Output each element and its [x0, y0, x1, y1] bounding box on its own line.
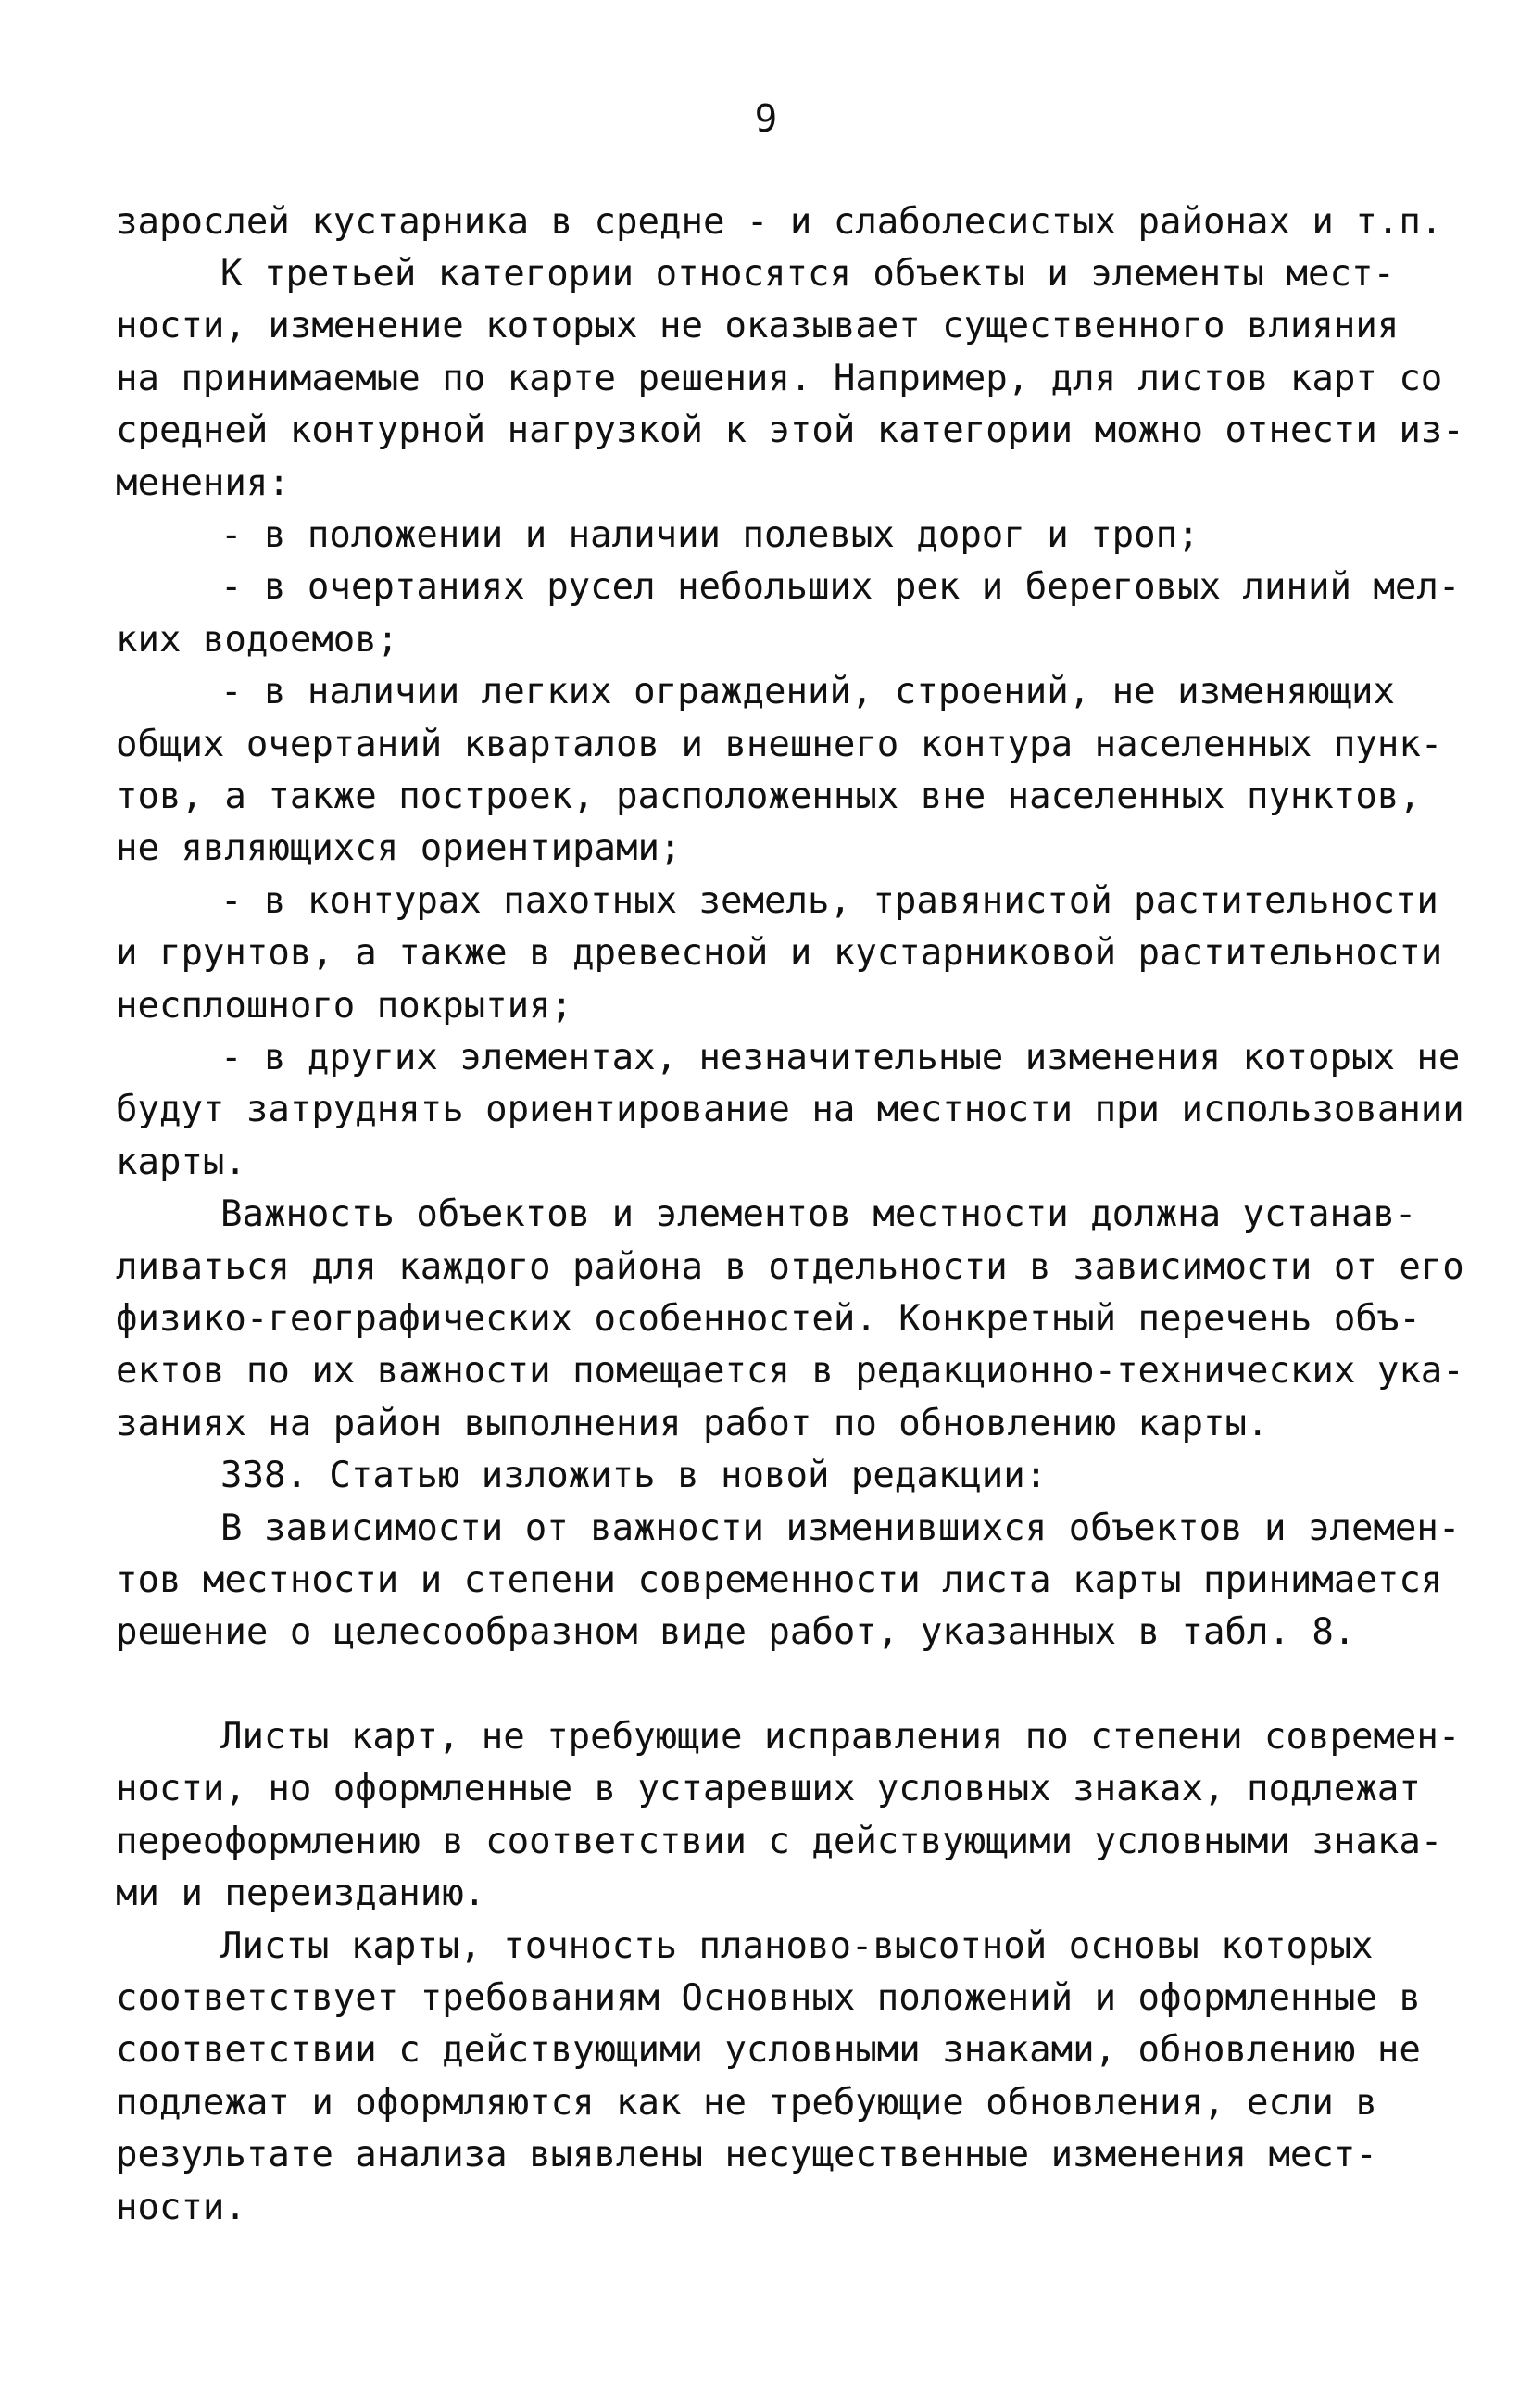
text-line: ливаться для каждого района в отдельности в зависимости от его — [116, 1246, 1464, 1288]
text-line: несплошного покрытия; — [116, 985, 573, 1027]
page-number: 9 — [754, 96, 778, 141]
text-line: общих очертаний кварталов и внешнего контура населенных пунк- — [116, 724, 1443, 765]
text-line: - в очертаниях русел небольших рек и береговых линий мел- — [220, 566, 1461, 608]
text-line: - в контурах пахотных земель, травянистой растительности — [220, 880, 1438, 922]
text-line: результате анализа выявлены несущественные изменения мест- — [116, 2134, 1377, 2175]
text-line: на принимаемые по карте решения. Например, для листов карт со — [116, 358, 1443, 399]
text-line: переоформлению в соответствии с действующими условными знака- — [116, 1821, 1443, 1862]
text-line: подлежат и оформляются как не требующие обновления, если в — [116, 2082, 1377, 2124]
text-line: решение о целесообразном виде работ, указанных в табл. 8. — [116, 1611, 1356, 1653]
text-line: средней контурной нагрузкой к этой категории можно отнести из- — [116, 410, 1464, 451]
text-line: ми и переизданию. — [116, 1872, 486, 1914]
text-line: - в положении и наличии полевых дорог и троп; — [220, 514, 1199, 556]
text-line: зарослей кустарника в средне - и слаболесистых районах и т.п. — [116, 201, 1443, 243]
text-line: Важность объектов и элементов местности должна устанав- — [220, 1193, 1417, 1235]
text-line: - в других элементах, незначительные изменения которых не — [220, 1037, 1461, 1078]
text-line: соответствии с действующими условными знаками, обновлению не — [116, 2029, 1421, 2071]
text-line: 338. Статью изложить в новой редакции: — [220, 1455, 1048, 1496]
text-line: соответствует требованиям Основных положений и оформленные в — [116, 1977, 1421, 2019]
text-line: будут затруднять ориентирование на местности при использовании — [116, 1089, 1464, 1130]
text-line: карты. — [116, 1141, 246, 1183]
text-line: ности. — [116, 2187, 246, 2228]
text-line: Листы карт, не требующие исправления по степени современ- — [220, 1716, 1461, 1758]
text-line: заниях на район выполнения работ по обновлению карты. — [116, 1403, 1269, 1444]
text-line: тов, а также построек, расположенных вне населенных пунктов, — [116, 775, 1421, 817]
text-line: Листы карты, точность планово-высотной основы которых — [220, 1925, 1374, 1967]
text-line: менения: — [116, 462, 290, 504]
text-line: - в наличии легких ограждений, строений, не изменяющих — [220, 671, 1395, 712]
text-line: ких водоемов; — [116, 619, 399, 661]
text-line: ектов по их важности помещается в редакционно-технических ука- — [116, 1350, 1464, 1392]
text-line: ности, изменение которых не оказывает существенного влияния — [116, 305, 1400, 347]
text-line: не являющихся ориентирами; — [116, 827, 682, 869]
text-line: физико-географических особенностей. Конкретный перечень объ- — [116, 1298, 1421, 1340]
text-line: ности, но оформленные в устаревших условных знаках, подлежат — [116, 1768, 1421, 1809]
text-line: и грунтов, а также в древесной и кустарниковой растительности — [116, 932, 1443, 974]
text-line: тов местности и степени современности листа карты принимается — [116, 1559, 1443, 1601]
text-line: К третьей категории относятся объекты и элементы мест- — [220, 253, 1395, 295]
text-line: В зависимости от важности изменившихся объектов и элемен- — [220, 1507, 1461, 1549]
